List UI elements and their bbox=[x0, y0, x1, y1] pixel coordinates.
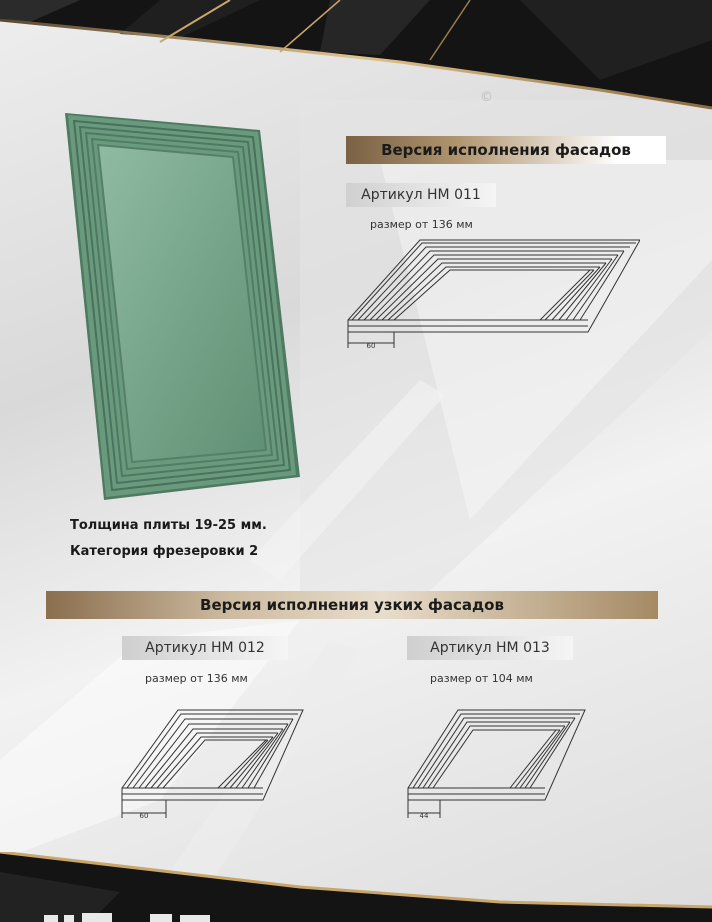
profile-drawing-hm013 bbox=[400, 700, 590, 830]
copyright-mark: © bbox=[480, 90, 493, 105]
facade-panel-image bbox=[60, 105, 310, 505]
article-label-hm013: Артикул HM 013 bbox=[407, 636, 573, 660]
dimension-label-hm011: 60 bbox=[366, 342, 376, 350]
milling-category-info: Категория фрезеровки 2 bbox=[70, 544, 259, 559]
article-label-hm011: Артикул HM 011 bbox=[346, 183, 496, 207]
size-label-hm012: размер от 136 мм bbox=[145, 672, 248, 685]
top-decor-band bbox=[0, 0, 712, 110]
facade-version-header: Версия исполнения фасадов bbox=[346, 136, 666, 164]
profile-drawing-hm012 bbox=[118, 700, 308, 830]
narrow-facade-version-header: Версия исполнения узких фасадов bbox=[46, 591, 658, 619]
article-label-hm012: Артикул HM 012 bbox=[122, 636, 288, 660]
dimension-label-hm013: 44 bbox=[419, 812, 429, 820]
thickness-info: Толщина плиты 19-25 мм. bbox=[70, 518, 267, 533]
footer-logo bbox=[40, 905, 230, 922]
size-label-hm013: размер от 104 мм bbox=[430, 672, 533, 685]
profile-drawing-hm011 bbox=[340, 230, 640, 360]
size-label-hm011: размер от 136 мм bbox=[370, 218, 473, 231]
dimension-label-hm012: 60 bbox=[139, 812, 149, 820]
